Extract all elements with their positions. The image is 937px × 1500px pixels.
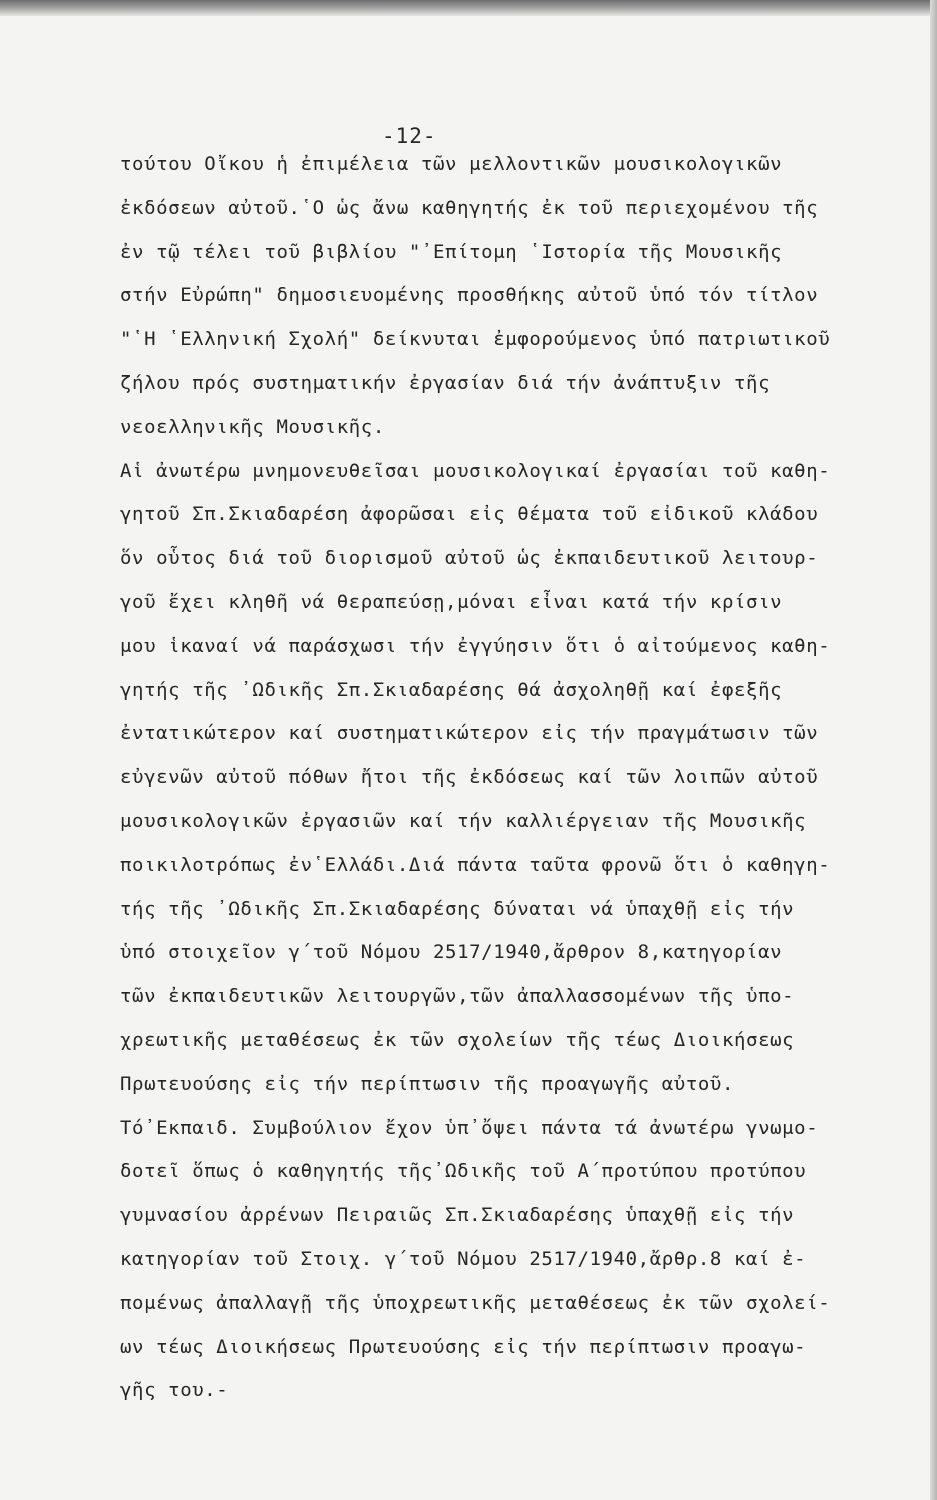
text-line: ἐντατικώτερον καί συστηματικώτερον εἰς τήν πραγμάτωσιν τῶν: [120, 722, 819, 745]
text-line: γητοῦ Σπ.Σκιαδαρέση ἀφορῶσαι εἰς θέματα τοῦ εἰδικοῦ κλάδου: [120, 503, 819, 526]
text-line: "῾Η ῾Ελληνική Σχολή" δείκνυται ἐμφορούμενος ὑπό πατριωτικοῦ: [120, 328, 831, 351]
text-line: πομένως ἀπαλλαγῇ τῆς ὑποχρεωτικῆς μεταθέσεως ἐκ τῶν σχολεί-: [120, 1291, 831, 1314]
text-line: Αἱ ἀνωτέρω μνημονευθεῖσαι μουσικολογικαί ἐργασίαι τοῦ καθη-: [120, 459, 831, 482]
text-line: γητής τῆς ᾿Ωδικῆς Σπ.Σκιαδαρέσης θά ἀσχοληθῇ καί ἐφεξῆς: [120, 678, 783, 701]
text-line: Τό᾿Εκπαιδ. Συμβούλιον ἔχον ὑπ᾿ὄψει πάντα τά ἀνωτέρω γνωμο-: [120, 1116, 819, 1139]
typed-text-body: [120, 143, 920, 1413]
text-line: ων τέως Διοικήσεως Πρωτευούσης εἰς τήν περίπτωσιν προαγω-: [120, 1335, 807, 1358]
text-line: κατηγορίαν τοῦ Στοιχ. γ΄τοῦ Νόμου 2517/1940,ἄρθρ.8 καί ἐ-: [120, 1247, 807, 1270]
text-line: δοτεῖ ὅπως ὁ καθηγητής τῆς᾿Ωδικῆς τοῦ Α΄προτύπου προτύπου: [120, 1160, 807, 1183]
text-line: εὐγενῶν αὐτοῦ πόθων ἤτοι τῆς ἐκδόσεως καί τῶν λοιπῶν αὐτοῦ: [120, 766, 819, 789]
scan-top-edge: [0, 0, 937, 16]
text-line: νεοελληνικῆς Μουσικῆς.: [120, 415, 385, 438]
text-line: μουσικολογικῶν ἐργασιῶν καί τήν καλλιέργειαν τῆς Μουσικῆς: [120, 809, 807, 832]
text-line: γοῦ ἔχει κληθῆ νά θεραπεύσῃ,μόναι εἶναι κατά τήν κρίσιν: [120, 590, 783, 613]
text-line: ὑπό στοιχεῖον γ΄τοῦ Νόμου 2517/1940,ἄρθρον 8,κατηγορίαν: [120, 941, 783, 964]
text-line: ὅν οὗτος διά τοῦ διορισμοῦ αὐτοῦ ὡς ἐκπαιδευτικοῦ λειτουρ-: [120, 547, 819, 570]
text-line: ποικιλοτρόπως ἐν῾Ελλάδι.Διά πάντα ταῦτα φρονῶ ὅτι ὁ καθηγη-: [120, 853, 831, 876]
text-line: γυμνασίου ἀρρένων Πειραιῶς Σπ.Σκιαδαρέσης ὑπαχθῇ εἰς τήν: [120, 1204, 795, 1227]
text-line: γῆς του.-: [120, 1379, 229, 1402]
text-line: τής τῆς ᾿Ωδικῆς Σπ.Σκιαδαρέσης δύναται νά ὑπαχθῇ εἰς τήν: [120, 897, 795, 920]
text-line: ἐκδόσεων αὐτοῦ.῾Ο ὡς ἄνω καθηγητής ἐκ τοῦ περιεχομένου τῆς: [120, 196, 819, 219]
text-line: Πρωτευούσης εἰς τήν περίπτωσιν τῆς προαγωγῆς αὐτοῦ.: [120, 1072, 734, 1095]
text-line: τῶν ἐκπαιδευτικῶν λειτουργῶν,τῶν ἀπαλλασσομένων τῆς ὑπο-: [120, 985, 795, 1008]
scan-right-edge: [930, 0, 937, 1500]
text-line: ζήλου πρός συστηματικήν ἐργασίαν διά τήν ἀνάπτυξιν τῆς: [120, 371, 771, 394]
text-line: στήν Εὐρώπη" δημοσιευομένης προσθήκης αὐτοῦ ὑπό τόν τίτλον: [120, 284, 819, 307]
text-line: τούτου Οἴκου ἡ ἐπιμέλεια τῶν μελλοντικῶν μουσικολογικῶν: [120, 153, 783, 175]
page-number: -12-: [382, 124, 437, 148]
text-line: ἐν τῷ τέλει τοῦ βιβλίου "᾿Επίτομη ῾Ιστορία τῆς Μουσικῆς: [120, 240, 783, 263]
text-line: μου ἱκαναί νά παράσχωσι τήν ἐγγύησιν ὅτι ὁ αἰτούμενος καθη-: [120, 634, 831, 657]
text-line: χρεωτικῆς μεταθέσεως ἐκ τῶν σχολείων τῆς τέως Διοικήσεως: [120, 1028, 795, 1051]
